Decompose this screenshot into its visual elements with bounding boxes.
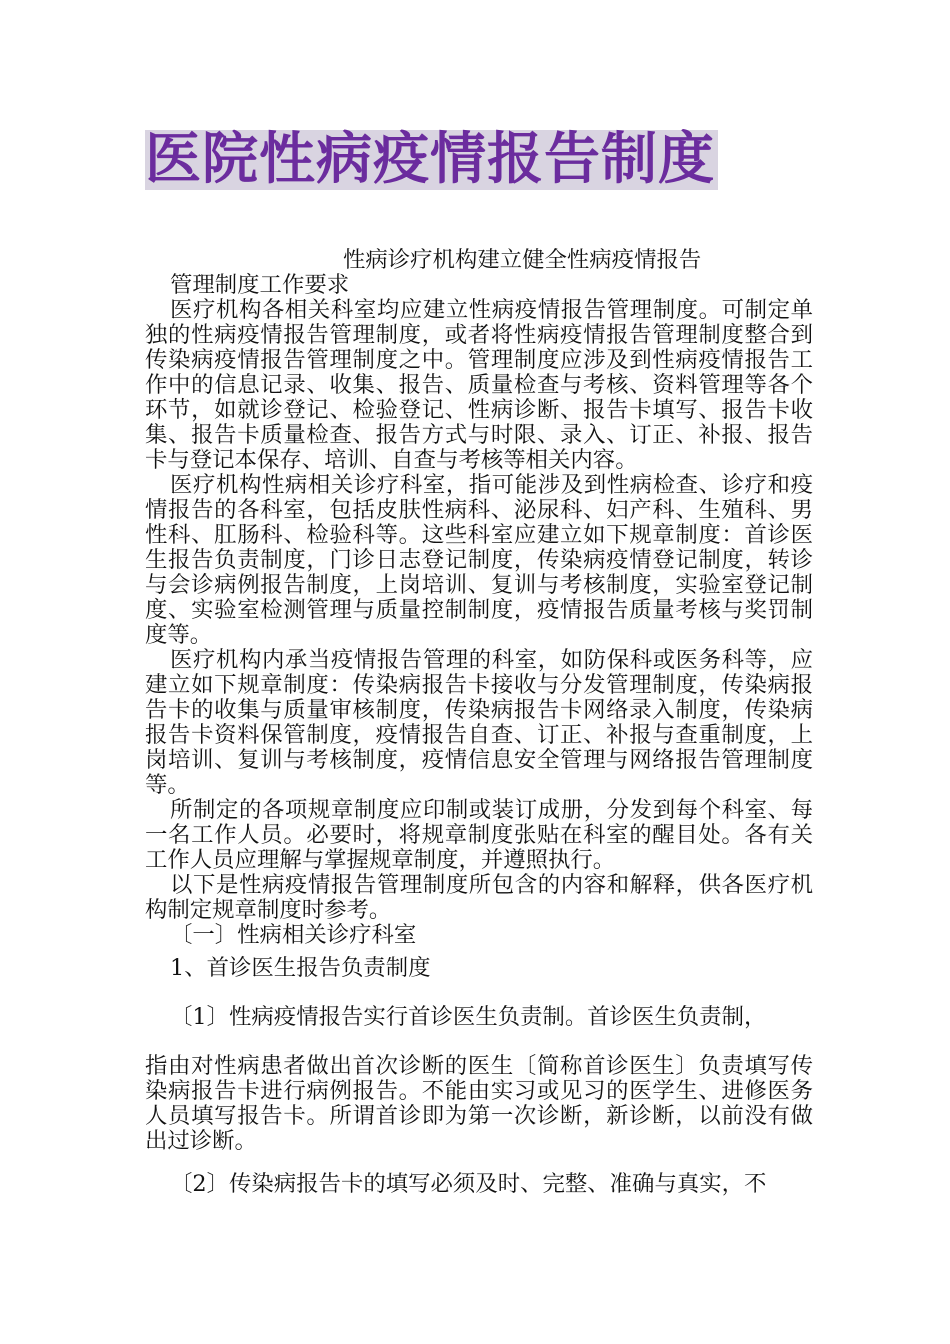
subtitle-line-1: 性病诊疗机构建立健全性病疫情报告 [343,247,702,273]
clause-1-lead: 〔1〕性病疫情报告实行首诊医生负责制。首诊医生负责制， [170,1004,767,1030]
item-heading: 1、首诊医生报告负责制度 [170,955,431,981]
paragraph: 医疗机构性病相关诊疗科室，指可能涉及到性病检查、诊疗和疫情报告的各科室，包括皮肤性病科、泌尿科、妇产科、生殖科、男性科、肛肠科、检验科等。这些科室应建立如下规章制度：首诊医生报告负责制度，门诊日志登记制度，传染病疫情登记制度，转诊与会诊病例报告制度，上岗培训、复训与考核制度，实验室登记制度、实验室检测管理与质量控制制度，疫情报告质量考核与奖罚制度等。 [145,472,813,648]
paragraph: 所制定的各项规章制度应印制或装订成册，分发到每个科室、每一名工作人员。必要时，将规章制度张贴在科室的醒目处。各有关工作人员应理解与掌握规章制度，并遵照执行。 [145,797,813,873]
paragraph: 以下是性病疫情报告管理制度所包含的内容和解释，供各医疗机构制定规章制度时参考。 [145,872,813,923]
document-body [145,248,813,1197]
paragraph: 医疗机构内承当疫情报告管理的科室，如防保科或医务科等，应建立如下规章制度：传染病报告卡接收与分发管理制度，传染病报告卡的收集与质量审核制度，传染病报告卡网络录入制度，传染病报告卡资料保管制度，疫情报告自查、订正、补报与查重制度，上岗培训、复训与考核制度，疫情信息安全管理与网络报告管理制度等。 [145,647,813,798]
subtitle-line-2: 管理制度工作要求 [170,272,350,298]
clause-1-body: 指由对性病患者做出首次诊断的医生〔简称首诊医生〕负责填写传染病报告卡进行病例报告。不能由实习或见习的医学生、进修医务人员填写报告卡。所谓首诊即为第一次诊断，新诊断，以前没有做出过诊断。 [145,1053,813,1154]
paragraph: 医疗机构各相关科室均应建立性病疫情报告管理制度。可制定单独的性病疫情报告管理制度，或者将性病疫情报告管理制度整合到传染病疫情报告管理制度之中。管理制度应涉及到性病疫情报告工作中的信息记录、收集、报告、质量检查与考核、资料管理等各个环节，如就诊登记、检验登记、性病诊断、报告卡填写、报告卡收集、报告卡质量检查、报告方式与时限、录入、订正、补报、报告卡与登记本保存、培训、自查与考核等相关内容。 [145,297,813,473]
clause-2-lead: 〔2〕传染病报告卡的填写必须及时、完整、准确与真实，不 [170,1171,767,1197]
section-heading: 〔一〕性病相关诊疗科室 [170,922,417,948]
document-title: 医院性病疫情报告制度 [145,130,718,190]
